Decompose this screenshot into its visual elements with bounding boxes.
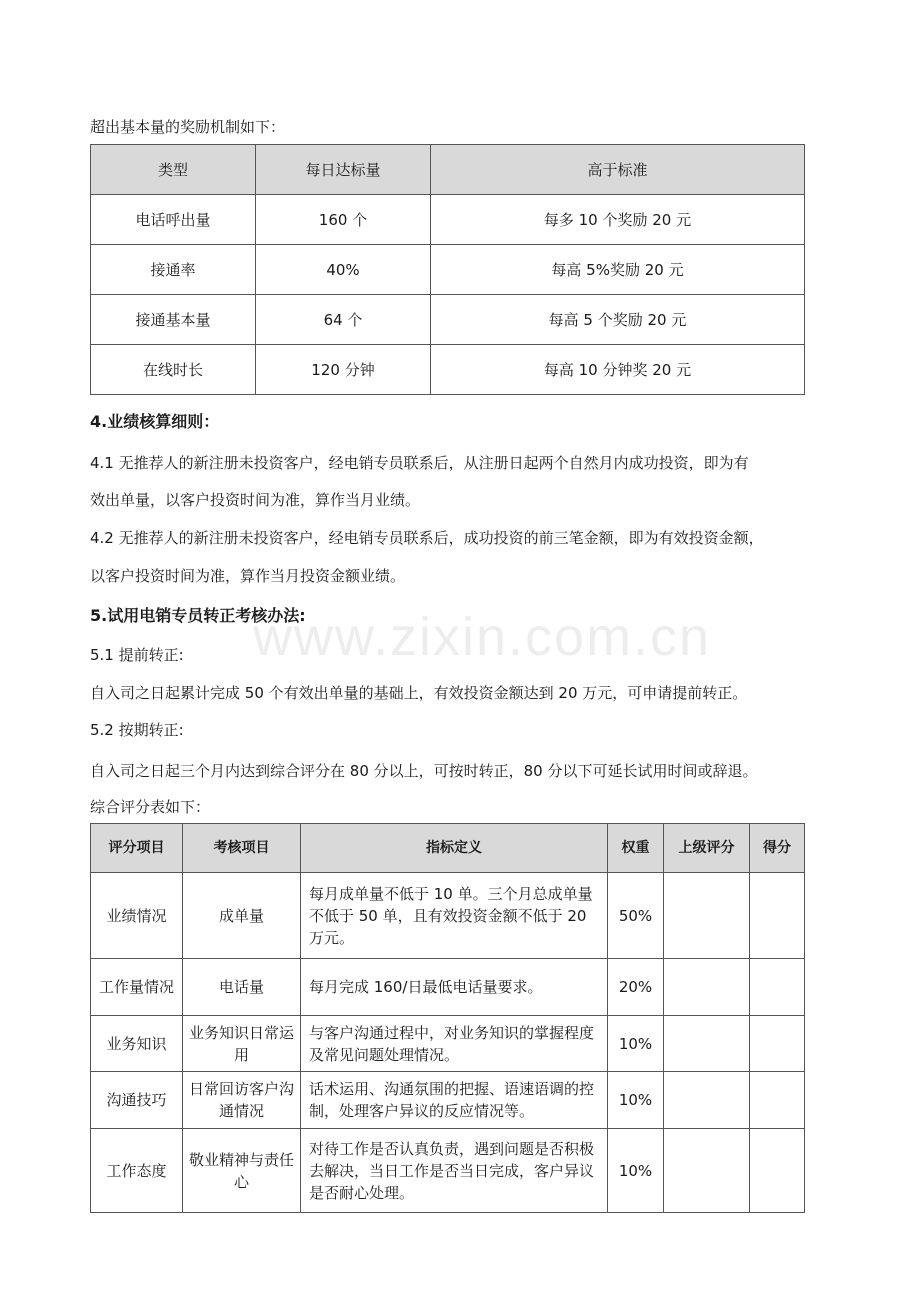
section5-1-text: 自入司之日起累计完成 50 个有效出单量的基础上，有效投资金额达到 20 万元，可申请提前转正。 <box>90 684 748 702</box>
cell-definition: 每月成单量不低于 10 单。三个月总成单量不低于 50 单，且有效投资金额不低于 20 万元。 <box>301 873 608 959</box>
cell-score <box>750 1072 805 1129</box>
watermark: www.zixin.com.cn <box>253 607 712 667</box>
cell: 120 分钟 <box>256 345 431 395</box>
cell: 64 个 <box>256 295 431 345</box>
cell: 每高 10 分钟奖 20 元 <box>431 345 805 395</box>
cell-definition: 与客户沟通过程中，对业务知识的掌握程度及常见问题处理情况。 <box>301 1016 608 1072</box>
cell-item: 工作态度 <box>91 1129 183 1213</box>
table-row <box>91 245 805 295</box>
cell-item: 业绩情况 <box>91 873 183 959</box>
cell-superior-score <box>664 959 750 1016</box>
section4-p1-line1: 4.1 无推荐人的新注册未投资客户，经电销专员联系后，从注册日起两个自然月内成功投资，即为有 <box>90 454 749 472</box>
cell-definition: 对待工作是否认真负责，遇到问题是否积极去解决，当日工作是否当日完成，客户异议是否耐心处理。 <box>301 1129 608 1213</box>
header-definition: 指标定义 <box>301 824 608 873</box>
reward-table-header <box>91 145 805 195</box>
header-weight: 权重 <box>608 824 664 873</box>
cell-superior-score <box>664 873 750 959</box>
cell-definition: 话术运用、沟通氛围的把握、语速语调的控制，处理客户异议的反应情况等。 <box>301 1072 608 1129</box>
table-row <box>91 345 805 395</box>
header-score: 得分 <box>750 824 805 873</box>
cell-check: 业务知识日常运用 <box>183 1016 301 1072</box>
section4-p1-line2: 效出单量，以客户投资时间为准，算作当月业绩。 <box>90 491 421 509</box>
table-row <box>91 195 805 245</box>
table-row <box>91 295 805 345</box>
cell-superior-score <box>664 1016 750 1072</box>
cell: 160 个 <box>256 195 431 245</box>
table-row <box>91 1072 805 1129</box>
score-table-intro: 综合评分表如下： <box>90 798 211 816</box>
cell-score <box>750 1016 805 1072</box>
cell-check: 成单量 <box>183 873 301 959</box>
header-check: 考核项目 <box>183 824 301 873</box>
cell-score <box>750 873 805 959</box>
score-table <box>90 823 805 1213</box>
cell-item: 工作量情况 <box>91 959 183 1016</box>
cell: 40% <box>256 245 431 295</box>
cell-definition: 每月完成 160/日最低电话量要求。 <box>301 959 608 1016</box>
cell: 电话呼出量 <box>91 195 256 245</box>
table-row <box>91 873 805 959</box>
cell-weight: 10% <box>608 1072 664 1129</box>
score-table-header <box>91 824 805 873</box>
cell-item: 沟通技巧 <box>91 1072 183 1129</box>
cell: 每多 10 个奖励 20 元 <box>431 195 805 245</box>
header-type: 类型 <box>91 145 256 195</box>
header-daily-target: 每日达标量 <box>256 145 431 195</box>
cell: 每高 5 个奖励 20 元 <box>431 295 805 345</box>
cell-superior-score <box>664 1129 750 1213</box>
cell-check: 敬业精神与责任心 <box>183 1129 301 1213</box>
header-superior-score: 上级评分 <box>664 824 750 873</box>
cell-weight: 10% <box>608 1016 664 1072</box>
reward-table <box>90 144 805 395</box>
section4-title: 4.业绩核算细则： <box>90 412 220 431</box>
cell: 每高 5%奖励 20 元 <box>431 245 805 295</box>
cell: 在线时长 <box>91 345 256 395</box>
cell-score <box>750 1129 805 1213</box>
cell-superior-score <box>664 1072 750 1129</box>
table-row <box>91 959 805 1016</box>
cell: 接通基本量 <box>91 295 256 345</box>
section4-p2-line1: 4.2 无推荐人的新注册未投资客户，经电销专员联系后，成功投资的前三笔金额，即为有效投资金额， <box>90 529 764 547</box>
cell-weight: 50% <box>608 873 664 959</box>
table-row <box>91 1016 805 1072</box>
section4-p2-line2: 以客户投资时间为准，算作当月投资金额业绩。 <box>90 567 406 585</box>
cell-score <box>750 959 805 1016</box>
section5-2-text: 自入司之日起三个月内达到综合评分在 80 分以上，可按时转正，80 分以下可延长试用时间或辞退。 <box>90 762 758 780</box>
cell: 接通率 <box>91 245 256 295</box>
cell-weight: 20% <box>608 959 664 1016</box>
cell-item: 业务知识 <box>91 1016 183 1072</box>
section5-1-title: 5.1 提前转正: <box>90 646 184 664</box>
header-item: 评分项目 <box>91 824 183 873</box>
section5-2-title: 5.2 按期转正: <box>90 721 184 739</box>
reward-intro: 超出基本量的奖励机制如下： <box>90 118 286 136</box>
header-above-standard: 高于标准 <box>431 145 805 195</box>
section5-title: 5.试用电销专员转正考核办法: <box>90 606 306 625</box>
cell-weight: 10% <box>608 1129 664 1213</box>
cell-check: 日常回访客户沟通情况 <box>183 1072 301 1129</box>
cell-check: 电话量 <box>183 959 301 1016</box>
table-row <box>91 1129 805 1213</box>
